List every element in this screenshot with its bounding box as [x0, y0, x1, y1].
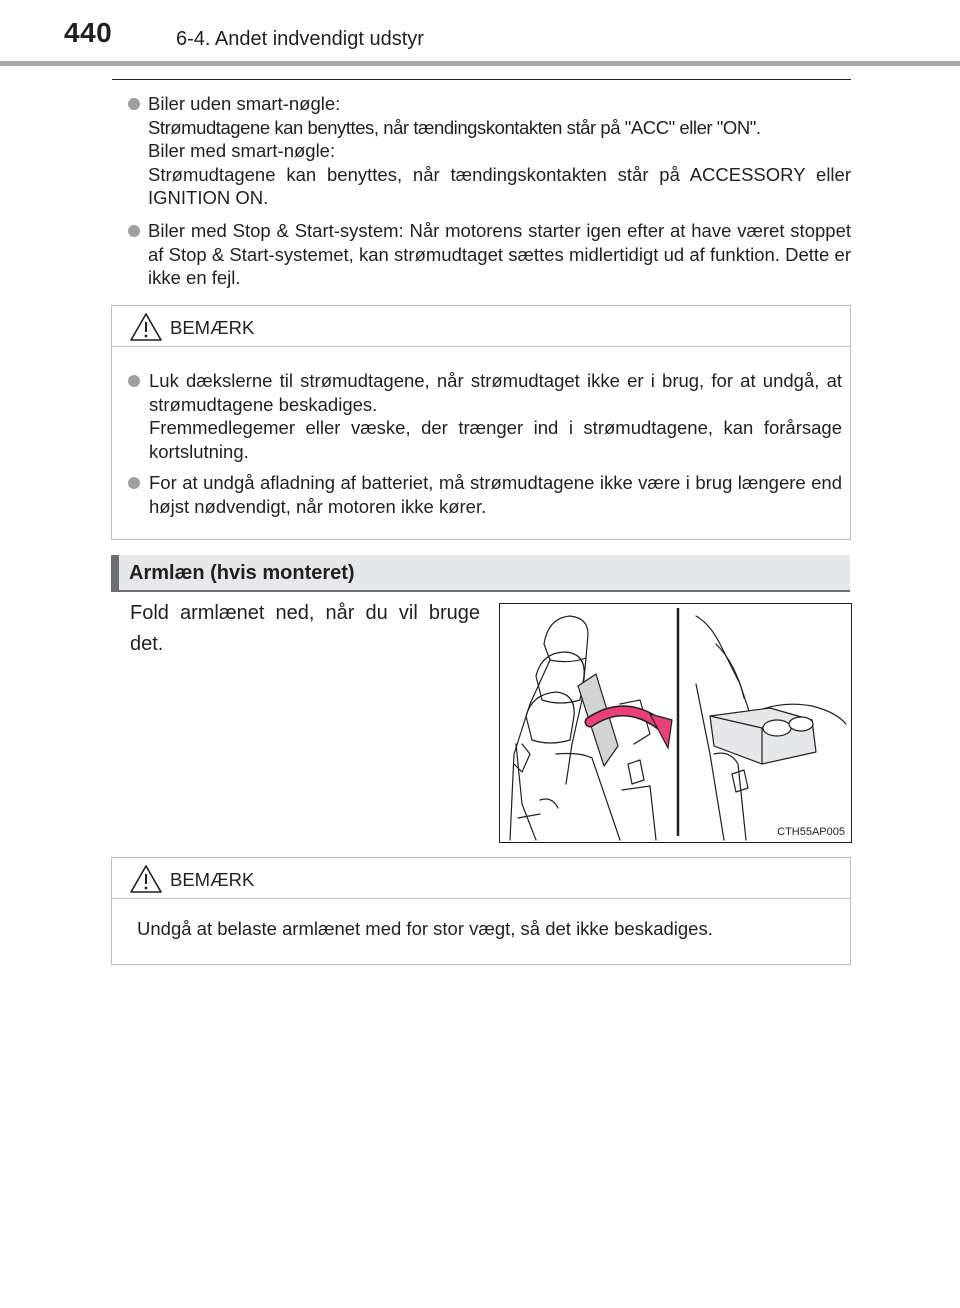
- warning-triangle-icon: [129, 864, 163, 894]
- bullet-line: Strømudtagene kan benyttes, når tændingskontakten står på "ACC" eller "ON".: [148, 116, 761, 138]
- notice-text: Undgå at belaste armlænet med for stor vægt, så det ikke beskadiges.: [137, 918, 713, 939]
- bullet-dot-icon: [128, 375, 140, 387]
- bullet-dot-icon: [128, 225, 140, 237]
- section-heading: [111, 555, 850, 590]
- armrest-instruction: Fold armlænet ned, når du vil bruge det.: [130, 602, 480, 655]
- section-heading-title: Armlæn (hvis monteret): [129, 562, 355, 584]
- illustration-code: CTH55AP005: [777, 826, 845, 838]
- notice-box: [111, 857, 851, 965]
- notice-line: Luk dækslerne til strømudtagene, når strømudtaget ikke er i brug, for at undgå, at strømudtagene beskadiges.: [149, 370, 842, 415]
- notice-item: [128, 369, 842, 463]
- warning-triangle-icon: [129, 312, 163, 342]
- bullet-line: Strømudtagene kan benyttes, når tændingskontakten står på ACCESSORY eller IGNITION ON.: [148, 163, 851, 208]
- armrest-drawing: [500, 604, 851, 842]
- notice-line: Fremmedlegemer eller væske, der trænger ind i strømudtagene, kan forårsage kortslutning.: [149, 417, 842, 462]
- top-rule: [112, 79, 851, 80]
- bullet-line: Biler uden smart-nøgle:: [148, 93, 341, 114]
- notice-item: [128, 471, 842, 518]
- section-heading-bar: [111, 555, 119, 590]
- page-number: 440: [64, 17, 113, 48]
- bullet-line: Biler med Stop & Start-system: Når motorens starter igen efter at have været stoppet af Stop & Start-systemet, kan strømudtaget sættes midlertidigt ud af funktion. Dette er ikke en fejl.: [148, 220, 851, 288]
- bullet-item-stop-start: [128, 219, 851, 290]
- notice-title: BEMÆRK: [170, 869, 255, 890]
- notice-title: BEMÆRK: [170, 317, 255, 338]
- header-section-title: 6-4. Andet indvendigt udstyr: [176, 28, 424, 50]
- header-rule: [0, 61, 960, 66]
- section-heading-rule: [111, 590, 850, 592]
- notice-line: For at undgå afladning af batteriet, må strømudtagene ikke være i brug længere end højst nødvendigt, når motoren ikke kører.: [149, 472, 842, 517]
- bullet-dot-icon: [128, 98, 140, 110]
- notice-box: [111, 305, 851, 540]
- bullet-item-smart-key: [128, 92, 851, 210]
- bullet-dot-icon: [128, 477, 140, 489]
- armrest-illustration: [499, 603, 852, 843]
- bullet-line: Biler med smart-nøgle:: [148, 140, 336, 161]
